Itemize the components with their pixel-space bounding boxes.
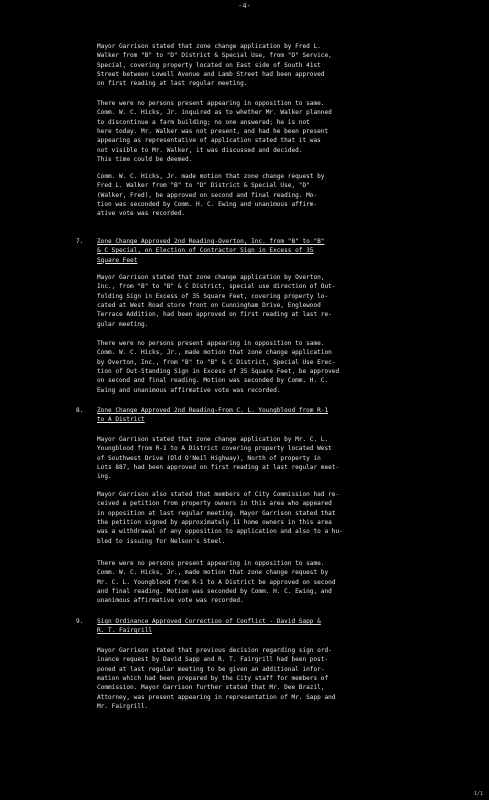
paragraph-1: Mayor Garrison stated that zone change application by Fred L. Walker from "B" to "D" District & Special Use, from "D" Service, Special, covering property located on East side of South 41st Street between Lowell Avenue and Lamb Street had been approved on first reading at last regular meeting. xyxy=(97,43,332,88)
paragraph-item-7-motion: There were no persons present appearing in opposition to same. Comm. W. C. Hicks, Jr., made motion that zone change application by Overton, Inc., from "B" to "B" & C District, Special Use Erec- tion of Out-Standing Sign in Excess of 35 Square Feet, be approved on second and final reading. Motion was seconded by Comm. H. C. Ewing and unanimous affirmative vote was recorded. xyxy=(97,340,340,394)
paragraph-item-9-body: Mayor Garrison stated that previous decision regarding sign ord- inance request by David Sapp and R. T. Fairgrill had been post- poned at last regular meeting to be given an additional infor- mation which had been prepared by the City staff for members of Commission. Mayor Garrison further stated that Mr. Dee Brazil, Attorney, was present appearing in representation of Mr. Sapp and Mr. Fairgrill. xyxy=(97,647,336,711)
paragraph-item-8-body: Mayor Garrison stated that zone change application by Mr. C. L. Youngblood from R-1 to A District covering property located West of Southwest Drive (Old O'Neil Highway), North of property in Lots 887, had been approved on first reading at last regular meet- ing. xyxy=(97,436,340,481)
paragraph-item-8-petition: Mayor Garrison also stated that members of City Commission had re- ceived a petition from property owners in this area who appeared in opposition at last regular meeting. Mayor Garrison stated that the petition signed by approximately 11 home owners in this area was a withdrawal of any opposition to application and also to a hu- bled to issuing for Nelson's Steel. xyxy=(97,491,343,545)
item-number-7: 7. xyxy=(76,238,84,245)
item-8-heading: Zone Change Approved 2nd Reading-From C. L. Youngblood from R-1 to A District xyxy=(97,407,329,424)
paragraph-3: Comm. W. C. Hicks, Jr. made motion that zone change request by Fred L. Walker from "B" to "D" District & Special Use, "D" (Walker, Fred), be approved on second and final reading. Mo- tion was seconded by Comm. H. C. Ewing and unanimous affirm- ative vote was recorded. xyxy=(97,173,325,218)
paragraph-2: There were no persons present appearing in opposition to same. Comm. W. C. Hicks, Jr. inquired as to whether Mr. Walker planned to discontinue a farm building; no one answered; he is not here today. Mr. Walker was not present, and had he been present appearing as representative of application stated that it was not visible to Mr. Walker, it was discussed and decided. This time could be deemed. xyxy=(97,100,332,164)
paragraph-item-7-body: Mayor Garrison stated that zone change application by Overton, Inc., from "B" to "B" & C District, special use direction of Out- folding Sign in Excess of 35 Square Feet, covering property lo- cated at West Road store front on Cunningham Drive, Englewood Terrace Addition, had been approved on first reading at last re- gular meeting. xyxy=(97,274,336,328)
page-number: -4- xyxy=(238,2,251,10)
item-number-8: 8. xyxy=(76,407,84,414)
item-7-heading: Zone Change Approved 2nd Reading-Overton, Inc. from "B" to "B" & C Special, on Election of Contractor Sign in Excess of 35 Square Feet xyxy=(97,238,325,264)
paragraph-item-8-motion: There were no persons present appearing in opposition to same. Comm. W. C. Hicks, Jr., made motion that zone change request by Mr. C. L. Youngblood from R-1 to A District be approved on second and final reading. Motion was seconded by Comm. H. C. Ewing, and unanimous affirmative vote was recorded. xyxy=(97,560,336,605)
item-9-heading: Sign Ordinance Approved Correction of Conflict - David Sapp & R. T. Fairgrill xyxy=(97,618,321,635)
item-number-9: 9. xyxy=(76,618,84,625)
corner-mark: 1/1 xyxy=(473,791,483,797)
